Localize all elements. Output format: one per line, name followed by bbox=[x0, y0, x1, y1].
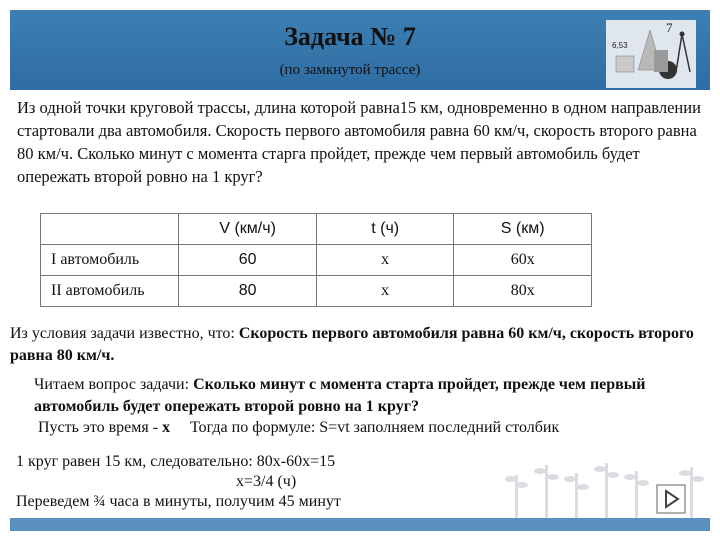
table-header-row bbox=[41, 214, 592, 245]
table-cell: x bbox=[316, 245, 453, 276]
problem-statement: Из одной точки круговой трассы, длина которой равна15 км, одновременно в одном направлении стартовали два автомобиля. Скорость первого автомобиля равна 60 км/ч, скорость второго равна 80 км/ч. Сколько минут с момента старга пройдет, прежде чем первый автомобиль будет опережать второй ровно на 1 круг? bbox=[17, 98, 701, 186]
question-bold: Сколько минут с момента старта пройдет, прежде чем первый автомобиль будет опережать второй ровно на 1 круг? bbox=[34, 376, 646, 415]
let-statement bbox=[38, 417, 678, 439]
solution-line-3: Переведем ¾ часа в минуты, получим 45 минут bbox=[16, 493, 341, 510]
table-cell: 60 bbox=[179, 245, 317, 276]
table-header-cell: S (км) bbox=[454, 214, 592, 245]
bottom-bar bbox=[10, 518, 710, 531]
table-cell: 80x bbox=[454, 276, 592, 307]
data-table bbox=[40, 213, 592, 307]
table-cell: 80 bbox=[179, 276, 317, 307]
known-prefix: Из условия задачи известно, что: bbox=[10, 325, 239, 342]
page-subtitle: (по замкнутой трассе) bbox=[279, 62, 421, 78]
known-bold: Скорость первого автомобиля равна 60 км/ч, скорость второго равна 80 км/ч. bbox=[10, 325, 694, 364]
table-header-cell: V (км/ч) bbox=[179, 214, 317, 245]
header-banner bbox=[10, 10, 710, 90]
table-header-cell bbox=[41, 214, 179, 245]
let-variable: x bbox=[162, 419, 171, 436]
solution-line-1: 1 круг равен 15 км, следовательно: 80x-60x=15 bbox=[16, 453, 336, 470]
page-title: Задача № 7 bbox=[284, 22, 416, 51]
table-header-cell: t (ч) bbox=[316, 214, 453, 245]
question-prefix: Читаем вопрос задачи: bbox=[34, 376, 194, 393]
question-text bbox=[34, 374, 674, 418]
table-cell: x bbox=[316, 276, 453, 307]
deco-number-1: 6,53 bbox=[612, 41, 628, 50]
deco-number-2: 7 bbox=[666, 20, 673, 35]
geometry-tools-icon bbox=[606, 20, 696, 88]
table-cell: I автомобиль bbox=[41, 245, 179, 276]
solution-line-2: x=3/4 (ч) bbox=[236, 473, 297, 490]
plants-decoration-icon bbox=[505, 445, 710, 518]
known-conditions bbox=[10, 323, 715, 367]
table-row bbox=[41, 276, 592, 307]
table-cell: 60x bbox=[454, 245, 592, 276]
table-row bbox=[41, 245, 592, 276]
table-cell: II автомобиль bbox=[41, 276, 179, 307]
let-prefix: Пусть это время - bbox=[38, 419, 163, 436]
formula-text: Тогда по формуле: S=vt заполняем последний столбик bbox=[190, 419, 560, 436]
